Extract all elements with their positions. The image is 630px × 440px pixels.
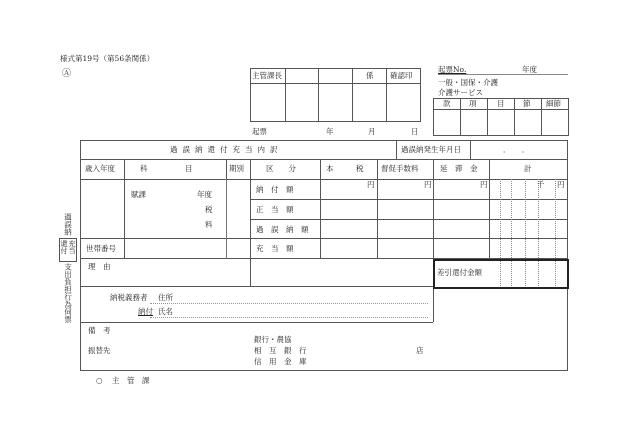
unit-fee: 円 [424, 180, 432, 189]
date-year: 年 [326, 127, 334, 136]
kihyo-no-label: 起票No. [438, 65, 467, 74]
col-setsu: 節 [523, 99, 531, 108]
unit-thousand: 千 [537, 180, 545, 189]
row-label-proper: 正 当 額 [256, 205, 294, 214]
payer-label: 納付 [138, 307, 153, 316]
form-id: 様式第19号（第56条関係） [60, 54, 155, 63]
bank-option-3: 信 用 金 庫 [254, 357, 307, 366]
date-month: 月 [368, 127, 376, 136]
left-label-kanpu: 還付 [60, 240, 68, 254]
transfer-to-label: 振替先 [88, 346, 111, 355]
remarks-label: 備 考 [88, 326, 111, 335]
diff-refund-label: 差引還付金額 [437, 268, 482, 277]
footer-dept: 主 管 課 [112, 376, 150, 385]
household-no-label: 世帯番号 [86, 244, 116, 253]
unit-total: 円 [557, 180, 565, 189]
date-day: 日 [411, 127, 419, 136]
category-care: 介護サービス [438, 88, 483, 97]
assessment-label: 賦課 [131, 190, 146, 199]
hdr-category: 区 分 [266, 164, 296, 173]
unit-late: 円 [480, 180, 488, 189]
row-label-paid: 納 付 額 [256, 185, 294, 194]
name-label: 氏名 [158, 307, 173, 316]
fee-label: 料 [205, 220, 213, 229]
address-label: 住所 [158, 293, 173, 302]
hdr-late-fee: 延 滞 金 [440, 164, 478, 173]
category-general: 一般・国保・介護 [438, 78, 498, 87]
circle-a-mark: Ⓐ [62, 69, 72, 79]
date-label: 起票 [252, 127, 267, 136]
tax-label: 税 [205, 205, 213, 214]
hdr-fee: 督促手数料 [381, 164, 419, 173]
row-label-applied: 充 当 額 [256, 244, 294, 253]
bank-option-2: 相 互 銀 行 [254, 346, 307, 355]
taxpayer-label: 納税義務者 [110, 293, 148, 302]
footer-circle: ○ [96, 376, 103, 385]
approval-header-confirm: 確認印 [390, 71, 413, 80]
left-label-juto: 充当 [68, 240, 76, 254]
unit-principal: 円 [367, 180, 375, 189]
branch-label: 店 [416, 346, 424, 355]
hdr-fiscal-year: 歳入年度 [85, 164, 115, 173]
hdr-item: 科 目 [140, 164, 193, 173]
hdr-principal-tax: 本 税 [326, 164, 364, 173]
hdr-total: 計 [524, 164, 532, 173]
table-title: 過誤納還付充当内訳 [170, 145, 283, 154]
nendo-label: 年度 [522, 65, 537, 74]
col-moku: 目 [497, 99, 505, 108]
reason-label: 理 由 [88, 262, 111, 271]
col-kan: 款 [443, 99, 451, 108]
row-label-overpaid: 過 誤 納 額 [256, 225, 309, 234]
col-kou: 項 [469, 99, 477, 108]
left-label-kagonou: 過誤納 [63, 213, 73, 236]
col-saisetsu: 細節 [546, 99, 561, 108]
left-label-shishutsu: 支出負担行為伺票 [63, 263, 73, 323]
assessment-year: 年度 [197, 190, 212, 199]
hdr-term: 期別 [229, 164, 244, 173]
bank-option-1: 銀行・農協 [254, 335, 292, 344]
left-box-refund [59, 238, 77, 262]
approval-header-staff: 係 [366, 71, 374, 80]
approval-header-manager: 主管課長 [252, 71, 282, 80]
occurrence-dots: ． ． [503, 145, 530, 154]
occurrence-label: 過誤納発生年月日 [401, 145, 461, 154]
